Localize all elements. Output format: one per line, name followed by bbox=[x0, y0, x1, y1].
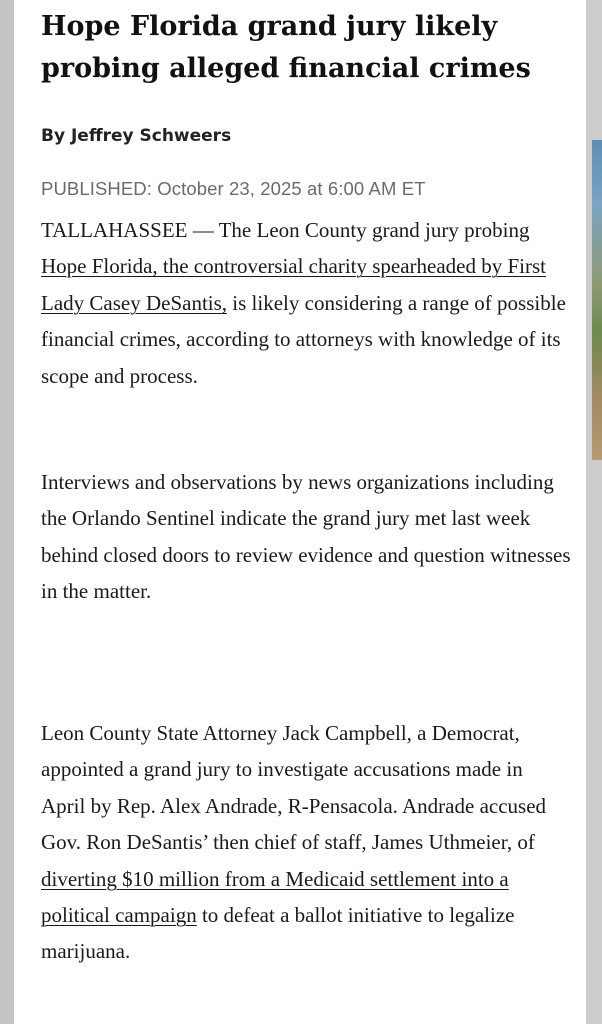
published-date: PUBLISHED: October 23, 2025 at 6:00 AM ET bbox=[41, 178, 426, 199]
paragraph-1-text-start: TALLAHASSEE — The Leon County grand jury probing bbox=[41, 218, 530, 242]
article-paragraph-1 bbox=[41, 212, 571, 394]
article-headline: Hope Florida grand jury likely probing alleged financial crimes bbox=[41, 11, 531, 84]
paragraph-1-text-end: is likely considering a range of possible financial crimes, according to attorneys with knowledge of its scope and process. bbox=[41, 290, 566, 388]
article-paragraph-2: Interviews and observations by news organizations including the Orlando Sentinel indicate the grand jury met last week behind closed doors to review evidence and question witnesses in the matter. bbox=[41, 470, 571, 604]
hope-florida-link[interactable]: Hope Florida, the controversial charity spearheaded by First Lady Casey DeSantis, bbox=[41, 254, 547, 315]
article-card bbox=[14, 0, 586, 1024]
article-byline[interactable]: By Jeffrey Schweers bbox=[41, 126, 232, 146]
paragraph-3-text-start: Leon County State Attorney Jack Campbell, a Democrat, appointed a grand jury to investigate accusations made in April by Rep. Alex Andrade, R-Pensacola. Andrade accused Gov. Ron DeSantis’ then chief of staff, James Uthmeier, of bbox=[41, 721, 547, 855]
medicaid-settlement-link[interactable]: diverting $10 million from a Medicaid settlement into a political campaign bbox=[41, 866, 509, 928]
article-paragraph-3 bbox=[41, 715, 571, 970]
paragraph-3-text-end: to defeat a ballot initiative to legalize marijuana. bbox=[41, 903, 515, 964]
adjacent-photo-edge bbox=[592, 140, 602, 460]
left-page-edge bbox=[0, 0, 14, 1024]
